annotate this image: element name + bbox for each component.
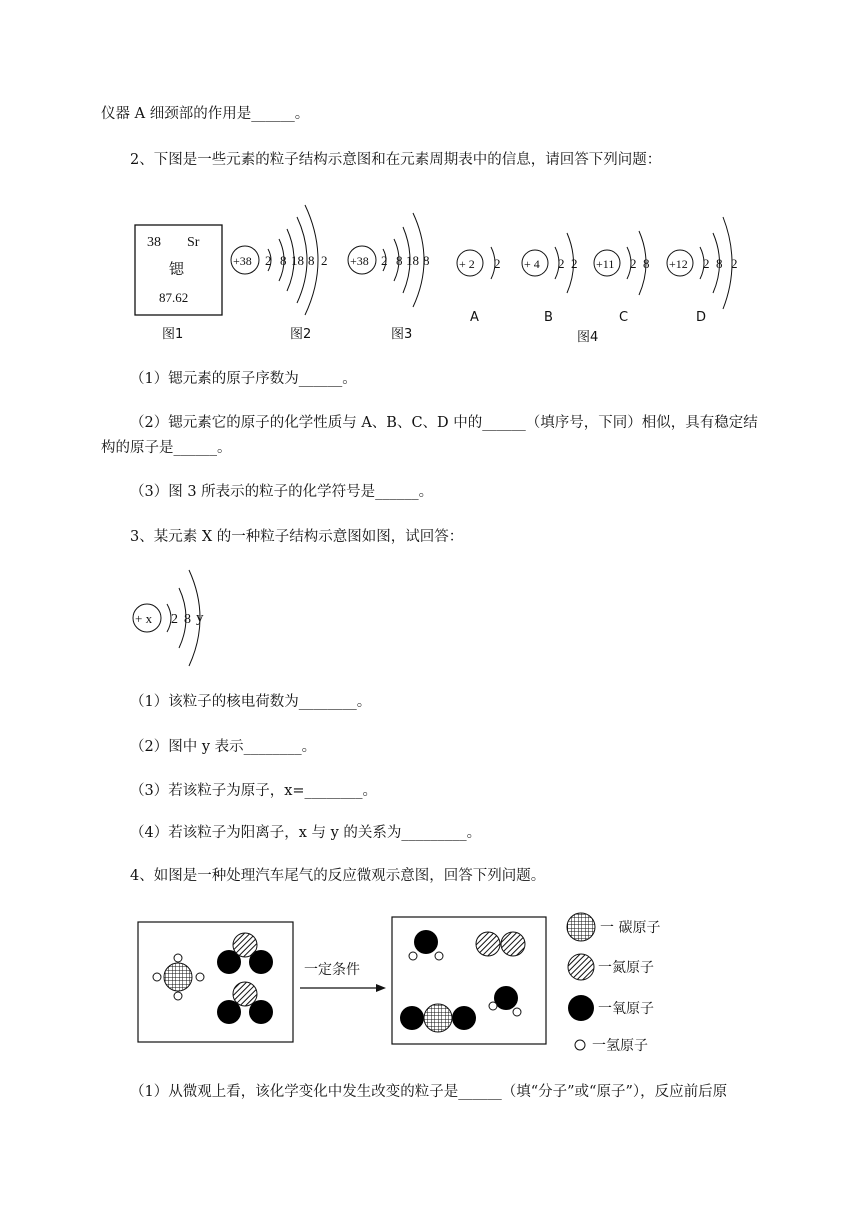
label-a: A xyxy=(470,310,479,325)
fig2-shell-5: 2 xyxy=(321,253,328,268)
fig3-ion xyxy=(348,213,430,307)
atom-b xyxy=(522,233,578,325)
caption-fig2: 图2 xyxy=(290,327,312,342)
question-3-2: （2）图中 y 表示________。 xyxy=(130,739,317,755)
atom-d xyxy=(667,217,738,325)
x-shell-3: y xyxy=(196,610,204,626)
caption-fig3: 图3 xyxy=(391,327,413,342)
label-c: C xyxy=(619,310,629,325)
fig3-shell-1: 2 xyxy=(381,253,388,268)
card-name: 锶 xyxy=(169,262,185,278)
fig3-shell-2: 8 xyxy=(396,253,403,268)
card-mass: 87.62 xyxy=(159,290,189,305)
element-structure-figures xyxy=(125,195,765,355)
atom-b-nucleus: + 4 xyxy=(524,257,540,271)
legend-carbon: 一 碳原子 xyxy=(600,920,661,936)
caption-fig1: 图1 xyxy=(162,327,184,342)
question-2: 2、下图是一些元素的粒子结构示意图和在元素周期表中的信息，请回答下列问题： xyxy=(130,152,662,168)
atom-b-shell-1: 2 xyxy=(558,256,565,271)
question-3-4: （4）若该粒子为阳离子，x 与 y 的关系为_________。 xyxy=(130,825,482,841)
label-d: D xyxy=(696,310,707,325)
particle-x-structure xyxy=(125,560,235,680)
atom-d-shell-2: 8 xyxy=(716,256,723,271)
fig2-shell-3: 18 xyxy=(291,253,304,268)
question-3: 3、某元素 X 的一种粒子结构示意图如图，试回答： xyxy=(130,529,464,545)
legend-nitrogen: 一氮原子 xyxy=(598,960,654,976)
card-symbol: Sr xyxy=(187,235,200,250)
atom-a xyxy=(457,247,501,325)
fig3-shell-4: 8 xyxy=(423,253,430,268)
fig3-nucleus: +38 xyxy=(350,254,369,268)
fig2-shell-2: 8 xyxy=(280,253,287,268)
element-card xyxy=(135,225,222,315)
card-number: 38 xyxy=(147,235,161,250)
atom-d-shell-1: 2 xyxy=(703,256,710,271)
fig3-shell-3: 18 xyxy=(406,253,419,268)
caption-fig4: 图4 xyxy=(577,330,599,345)
reactants-box xyxy=(138,922,293,1042)
question-3-1: （1）该粒子的核电荷数为________。 xyxy=(130,694,372,710)
question-4: 4、如图是一种处理汽车尾气的反应微观示意图，回答下列问题。 xyxy=(130,868,546,884)
arrow-label: 一定条件 xyxy=(304,962,360,978)
x-shell-2: 8 xyxy=(184,612,191,627)
label-b: B xyxy=(544,310,553,325)
atom-c-shell-2: 8 xyxy=(643,256,650,271)
fig2-nucleus: +38 xyxy=(233,254,252,268)
legend-hydrogen: 一氢原子 xyxy=(592,1038,648,1054)
fig2-shell-1: 2 xyxy=(265,253,272,268)
fig2-atom xyxy=(231,205,328,315)
question-2-3: （3）图 3 所表示的粒子的化学符号是______。 xyxy=(130,484,434,500)
atom-b-shell-2: 2 xyxy=(571,256,578,271)
legend xyxy=(567,913,660,1054)
x-shell-1: 2 xyxy=(171,612,178,627)
question-4-1: （1）从微观上看，该化学变化中发生改变的粒子是______（填“分子”或“原子”），反应前后原 xyxy=(130,1084,728,1100)
co2-molecule xyxy=(400,1004,476,1032)
question-2-1: （1）锶元素的原子序数为______。 xyxy=(130,371,357,387)
fig2-shell-4: 8 xyxy=(308,253,315,268)
legend-oxygen: 一氧原子 xyxy=(598,1001,654,1017)
question-3-3: （3）若该粒子为原子，x=________。 xyxy=(130,783,378,799)
atom-a-shell-1: 2 xyxy=(494,256,501,271)
atom-a-nucleus: + 2 xyxy=(459,257,475,271)
x-nucleus: + x xyxy=(135,611,153,626)
text-line: 仪器 A 细颈部的作用是______。 xyxy=(101,106,310,122)
atom-d-nucleus: +12 xyxy=(669,257,688,271)
atom-c-shell-1: 2 xyxy=(630,256,637,271)
question-2-2-cont: 构的原子是______。 xyxy=(101,440,232,456)
question-2-2: （2）锶元素它的原子的化学性质与 A、B、C、D 中的______（填序号，下同）相似，具有稳定结 xyxy=(130,415,758,431)
atom-d-shell-3: 2 xyxy=(731,256,738,271)
atom-c xyxy=(594,231,650,325)
atom-c-nucleus: +11 xyxy=(596,257,615,271)
reaction-micro-diagram xyxy=(130,900,690,1065)
